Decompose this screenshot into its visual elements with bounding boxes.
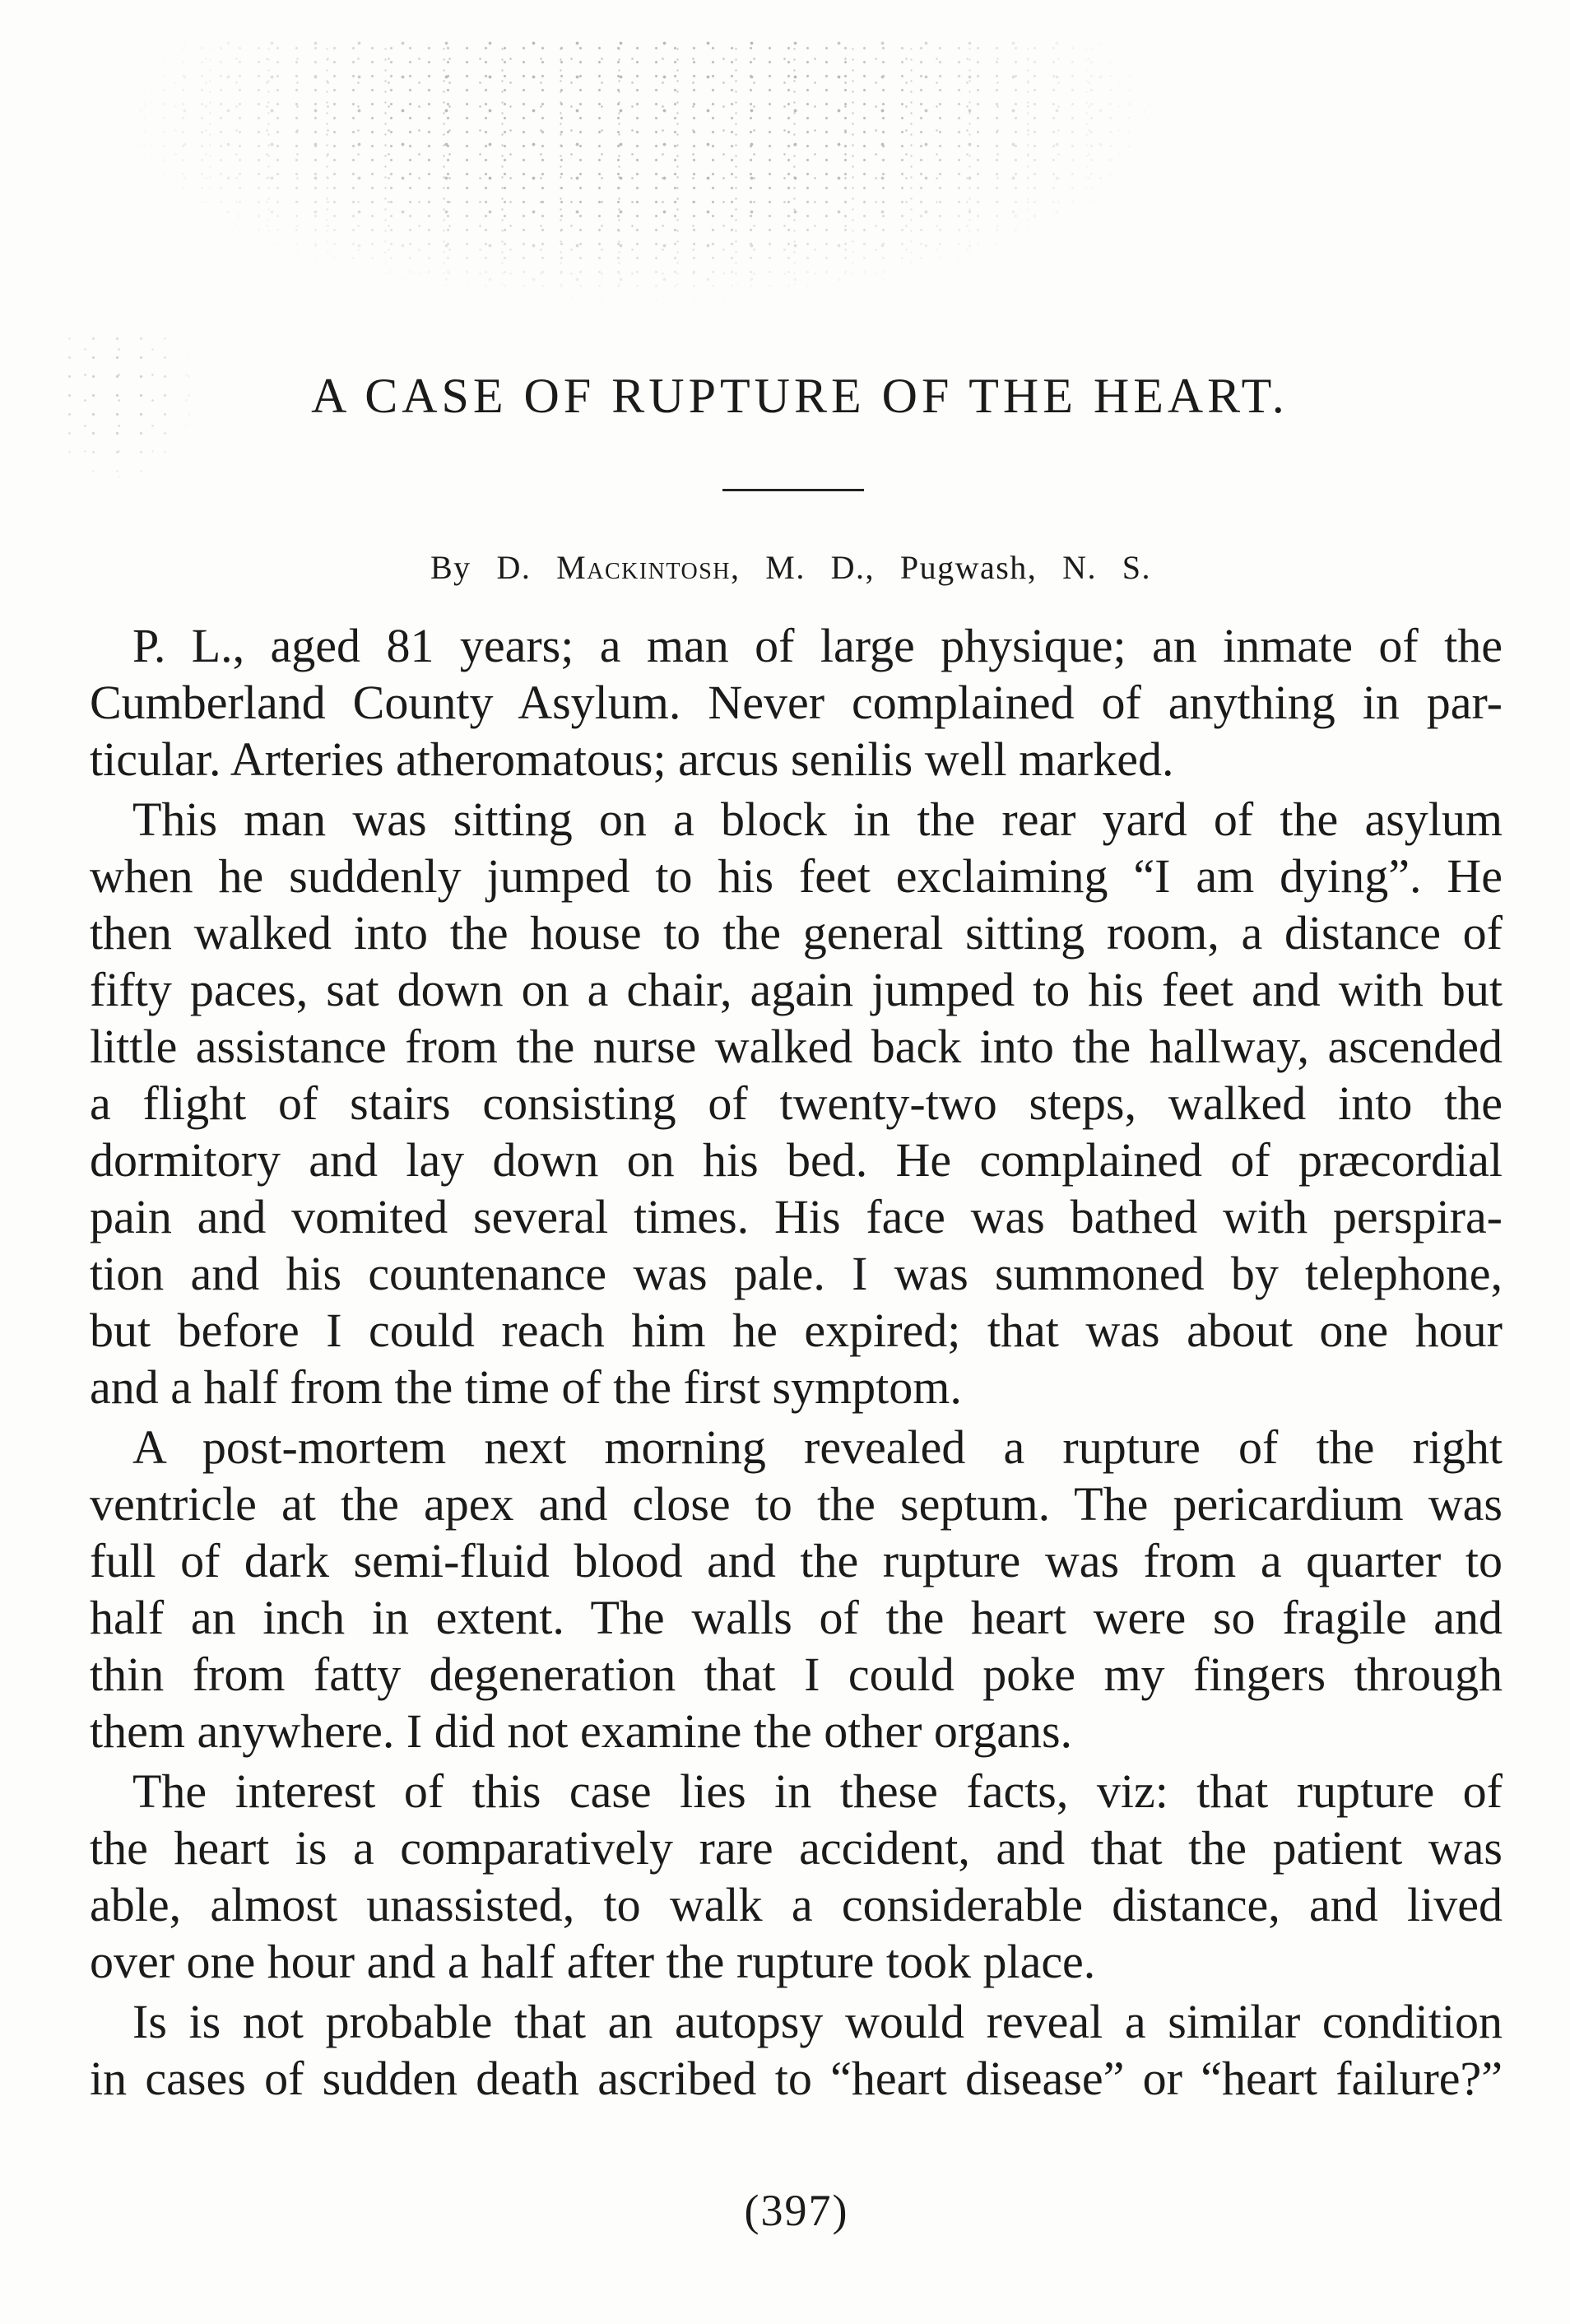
scan-speckles-left bbox=[58, 329, 247, 543]
text-line: Cumberland County Asylum. Never complained of anything in par- bbox=[90, 676, 1503, 729]
page-number: (397) bbox=[744, 2186, 849, 2235]
paragraph bbox=[90, 1419, 1503, 1759]
text-line: full of dark semi-fluid blood and the rupture was from a quarter to bbox=[90, 1534, 1503, 1587]
text-line: dormitory and lay down on his bed. He complained of præcordial bbox=[90, 1133, 1503, 1187]
text-line: pain and vomited several times. His face was bathed with perspira- bbox=[90, 1190, 1503, 1243]
text-line: able, almost unassisted, to walk a considerable distance, and lived bbox=[90, 1878, 1503, 1931]
text-line: and a half from the time of the first symptom. bbox=[90, 1360, 962, 1414]
text-line: The interest of this case lies in these facts, viz: that rupture of bbox=[132, 1764, 1503, 1818]
text-line: Is is not probable that an autopsy would reveal a similar condition bbox=[132, 1995, 1503, 2048]
article-body bbox=[90, 617, 1503, 2107]
scan-speckles bbox=[60, 41, 1442, 395]
paragraph bbox=[90, 791, 1503, 1415]
author-name: Mackintosh bbox=[556, 549, 731, 586]
text-line: little assistance from the nurse walked back into the hallway, ascended bbox=[90, 1020, 1503, 1073]
text-line: a flight of stairs consisting of twenty-two steps, walked into the bbox=[90, 1076, 1503, 1130]
text-line: then walked into the house to the general sitting room, a distance of bbox=[90, 906, 1503, 960]
article-title: A CASE OF RUPTURE OF THE HEART. bbox=[311, 369, 1289, 423]
text-line: thin from fatty degeneration that I could poke my fingers through bbox=[90, 1648, 1503, 1701]
text-line: fifty paces, sat down on a chair, again jumped to his feet and with but bbox=[90, 963, 1503, 1016]
text-line: half an inch in extent. The walls of the heart were so fragile and bbox=[90, 1591, 1503, 1644]
text-line: in cases of sudden death ascribed to “heart disease” or “heart failure?” bbox=[90, 2052, 1503, 2105]
paragraph bbox=[90, 1763, 1503, 1990]
byline-suffix: , M. D., Pugwash, N. S. bbox=[731, 549, 1151, 586]
text-line: the heart is a comparatively rare accident, and that the patient was bbox=[90, 1821, 1503, 1875]
byline bbox=[430, 548, 1151, 588]
text-line: P. L., aged 81 years; a man of large physique; an inmate of the bbox=[132, 619, 1503, 672]
byline-prefix: By D. bbox=[430, 549, 532, 586]
text-line: them anywhere. I did not examine the other organs. bbox=[90, 1704, 1073, 1758]
title-rule bbox=[722, 489, 864, 491]
paragraph bbox=[90, 1993, 1503, 2107]
text-line: tion and his countenance was pale. I was summoned by telephone, bbox=[90, 1247, 1503, 1300]
text-line: A post-mortem next morning revealed a rupture of the right bbox=[132, 1420, 1503, 1474]
text-line: over one hour and a half after the rupture took place. bbox=[90, 1935, 1096, 1988]
text-line: This man was sitting on a block in the rear yard of the asylum bbox=[132, 792, 1503, 846]
text-line: ticular. Arteries atheromatous; arcus senilis well marked. bbox=[90, 732, 1174, 786]
text-line: ventricle at the apex and close to the septum. The pericardium was bbox=[90, 1477, 1503, 1531]
text-line: but before I could reach him he expired; that was about one hour bbox=[90, 1304, 1503, 1357]
text-line: when he suddenly jumped to his feet exclaiming “I am dying”. He bbox=[90, 849, 1503, 903]
paragraph bbox=[90, 617, 1503, 788]
